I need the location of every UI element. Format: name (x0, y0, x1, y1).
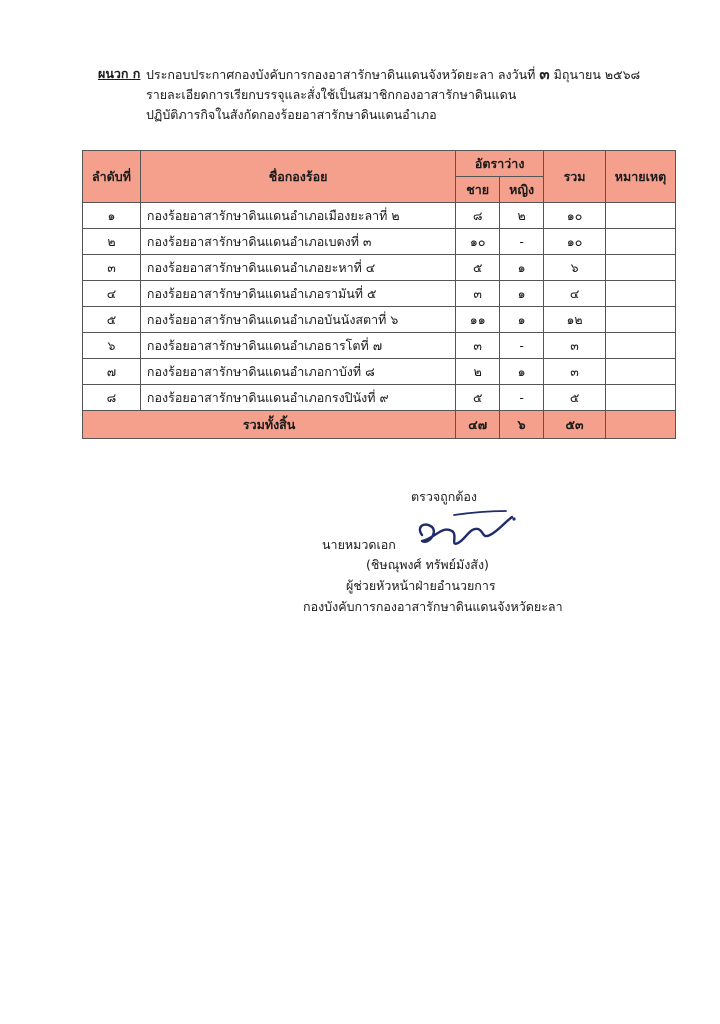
header-line-2: รายละเอียดการเรียกบรรจุและสั่งใช้เป็นสมาชิกกองอาสารักษาดินแดน (146, 87, 517, 102)
signer-position: ผู้ช่วยหัวหน้าฝ่ายอำนวยการ (346, 578, 496, 593)
row-total: ๑๐ (544, 229, 606, 255)
female-count: ๑ (500, 307, 544, 333)
company-name: กองร้อยอาสารักษาดินแดนอำเภอกรงปินังที่ ๙ (140, 385, 455, 411)
row-remark (606, 281, 676, 307)
certified-text: ตรวจถูกต้อง (411, 489, 478, 504)
table-row (83, 281, 676, 307)
female-count: - (500, 385, 544, 411)
handwritten-day: ๓ (539, 65, 550, 83)
signer-rank: นายหมวดเอก (322, 537, 396, 552)
table-row (83, 333, 676, 359)
company-name: กองร้อยอาสารักษาดินแดนอำเภอกาบังที่ ๘ (140, 359, 455, 385)
company-name: กองร้อยอาสารักษาดินแดนอำเภอเบตงที่ ๓ (140, 229, 455, 255)
female-count: ๑ (500, 359, 544, 385)
row-remark (606, 307, 676, 333)
document-header (98, 64, 698, 125)
company-name: กองร้อยอาสารักษาดินแดนอำเภอธารโตที่ ๗ (140, 333, 455, 359)
header-male: ชาย (456, 177, 500, 203)
male-count: ๑๑ (456, 307, 500, 333)
row-remark (606, 333, 676, 359)
row-number: ๗ (83, 359, 141, 385)
header-line-1-date: มิถุนายน ๒๕๖๘ (553, 67, 641, 82)
row-number: ๕ (83, 307, 141, 333)
female-count: ๑ (500, 255, 544, 281)
table-row (83, 307, 676, 333)
female-count: ๒ (500, 203, 544, 229)
row-number: ๔ (83, 281, 141, 307)
company-name: กองร้อยอาสารักษาดินแดนอำเภอบันนังสตาที่ ๖ (140, 307, 455, 333)
female-count: - (500, 229, 544, 255)
row-total: ๓ (544, 333, 606, 359)
vacancy-table (82, 150, 676, 439)
table-row (83, 385, 676, 411)
row-number: ๓ (83, 255, 141, 281)
grand-total-row (83, 411, 676, 439)
row-total: ๑๒ (544, 307, 606, 333)
header-total: รวม (544, 151, 606, 203)
header-female: หญิง (500, 177, 544, 203)
row-remark (606, 229, 676, 255)
table-row (83, 229, 676, 255)
row-remark (606, 359, 676, 385)
male-count: ๒ (456, 359, 500, 385)
row-remark (606, 385, 676, 411)
table-row (83, 255, 676, 281)
male-count: ๑๐ (456, 229, 500, 255)
signer-name: (ชิษณุพงศ์ ทรัพย์มังสัง) (366, 557, 489, 572)
grand-total-label: รวมทั้งสิ้น (83, 411, 456, 439)
header-company: ชื่อกองร้อย (140, 151, 455, 203)
row-total: ๖ (544, 255, 606, 281)
company-name: กองร้อยอาสารักษาดินแดนอำเภอเมืองยะลาที่ ๒ (140, 203, 455, 229)
header-order: ลำดับที่ (83, 151, 141, 203)
header-vacancy: อัตราว่าง (456, 151, 544, 177)
signer-unit: กองบังคับการกองอาสารักษาดินแดนจังหวัดยะลา (303, 599, 563, 614)
female-count: - (500, 333, 544, 359)
header-line-3: ปฏิบัติภารกิจในสังกัดกองร้อยอาสารักษาดินแดนอำเภอ (146, 107, 437, 122)
header-line-1-text: ประกอบประกาศกองบังคับการกองอาสารักษาดินแดนจังหวัดยะลา ลงวันที่ (146, 67, 536, 82)
header-remarks: หมายเหตุ (606, 151, 676, 203)
male-count: ๕ (456, 255, 500, 281)
male-count: ๓ (456, 281, 500, 307)
company-name: กองร้อยอาสารักษาดินแดนอำเภอรามันที่ ๕ (140, 281, 455, 307)
male-count: ๓ (456, 333, 500, 359)
table-row (83, 203, 676, 229)
grand-total-male: ๔๗ (456, 411, 500, 439)
header-line-1 (146, 64, 640, 85)
row-number: ๖ (83, 333, 141, 359)
row-number: ๒ (83, 229, 141, 255)
row-total: ๕ (544, 385, 606, 411)
row-remark (606, 255, 676, 281)
grand-total-sum: ๕๓ (544, 411, 606, 439)
row-total: ๑๐ (544, 203, 606, 229)
grand-total-remark (606, 411, 676, 439)
row-total: ๔ (544, 281, 606, 307)
female-count: ๑ (500, 281, 544, 307)
annex-label: ผนวก ก (98, 66, 141, 81)
row-number: ๘ (83, 385, 141, 411)
row-remark (606, 203, 676, 229)
row-total: ๓ (544, 359, 606, 385)
grand-total-female: ๖ (500, 411, 544, 439)
row-number: ๑ (83, 203, 141, 229)
table-row (83, 359, 676, 385)
male-count: ๕ (456, 385, 500, 411)
handwritten-signature (408, 505, 518, 555)
male-count: ๘ (456, 203, 500, 229)
company-name: กองร้อยอาสารักษาดินแดนอำเภอยะหาที่ ๔ (140, 255, 455, 281)
